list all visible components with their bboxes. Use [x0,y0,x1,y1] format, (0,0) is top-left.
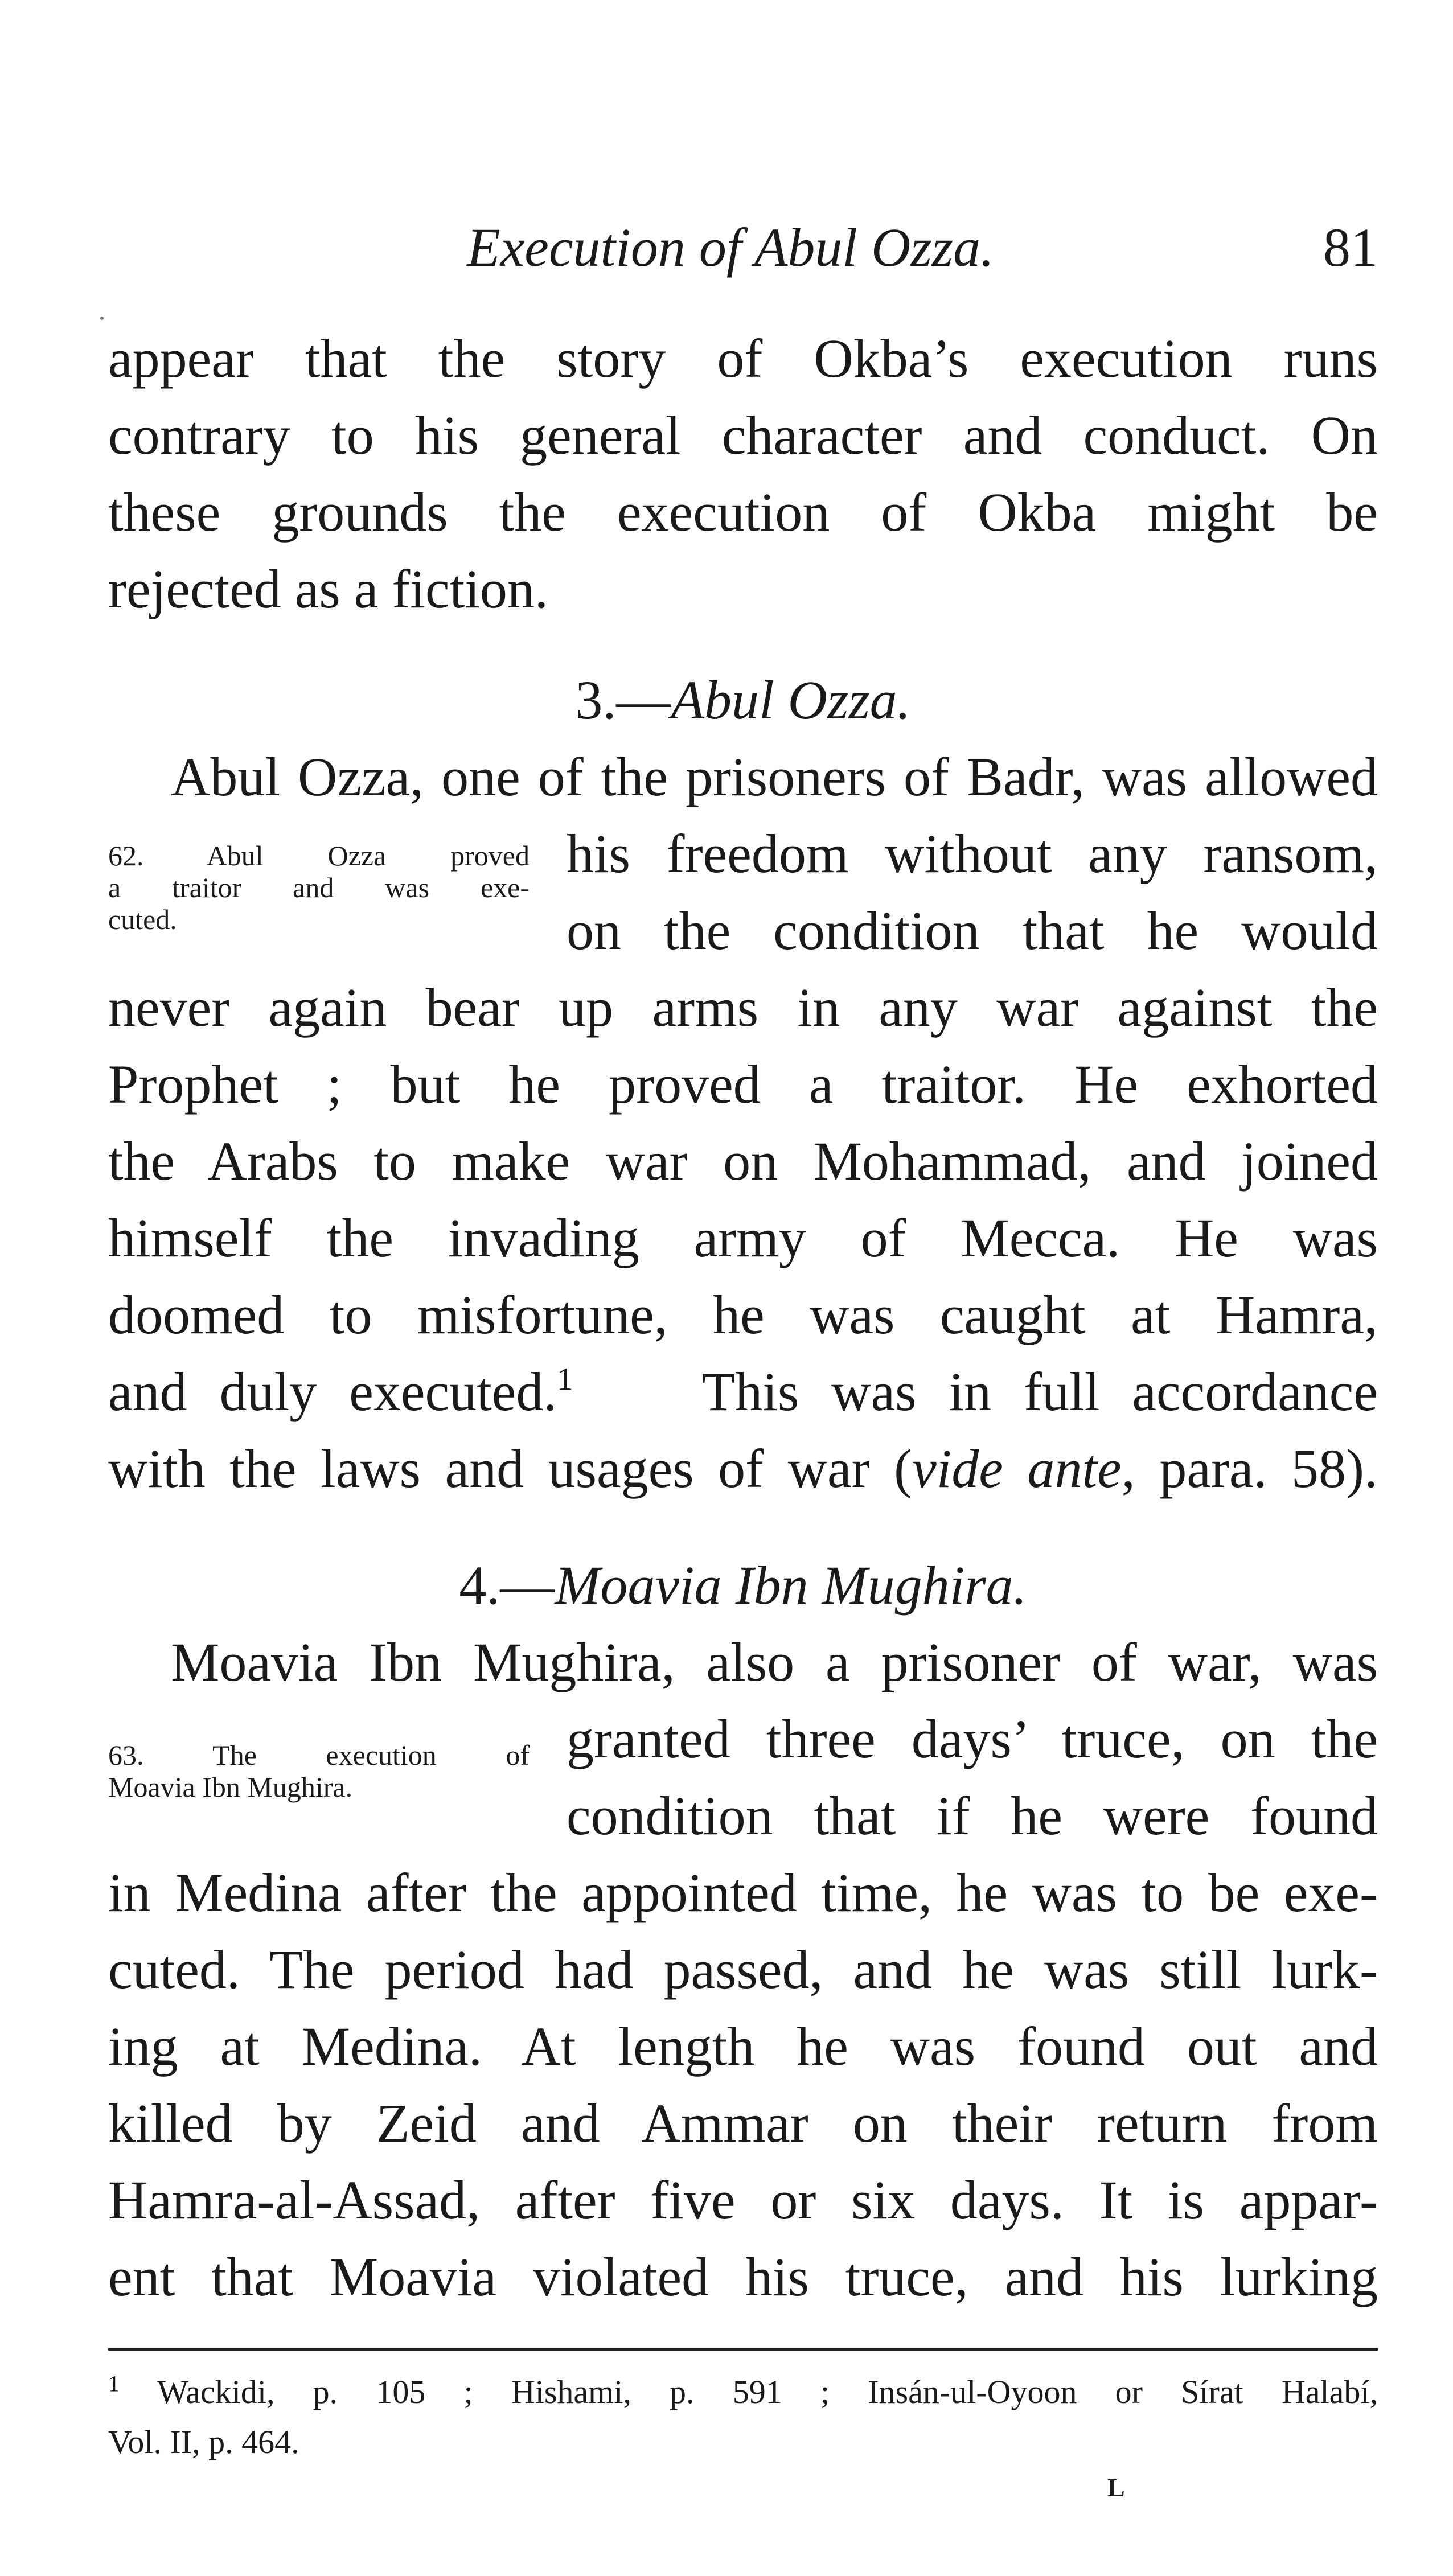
section-number: 3.— [575,669,671,730]
body-line: Moavia Ibn Mughira, also a prisoner of war, was [171,1632,1378,1692]
footnote-rule [108,2348,1378,2351]
latin-phrase: vide ante [912,1438,1122,1499]
section-number: 4.— [459,1555,555,1616]
sidenote-line: cuted. [108,903,177,935]
running-head [108,216,1378,279]
sidenote-line: Moavia Ibn Mughira. [108,1771,353,1803]
body-text: with the laws and usages of war ( [108,1438,913,1499]
marginal-note-63 [108,1739,530,1803]
body-line: cuted. The period had passed, and he was still lurk- [108,1939,1378,2000]
section-heading-3 [108,666,1378,734]
body-text: This was in full accordance [701,1361,1378,1422]
body-line: on the condition that he would [567,900,1378,961]
body-line: contrary to his general character and conduct. On [108,405,1378,466]
footnote-line [108,2367,1378,2417]
body-line [108,1435,1378,1503]
sidenote-line: a traitor and was exe- [108,872,530,903]
section-title: Moavia Ibn Mughira. [555,1555,1027,1616]
sidenote-line: 62. Abul Ozza proved [108,840,530,872]
marginal-note-62 [108,840,530,935]
body-text: , para. 58). [1121,1438,1378,1499]
body-line: never again bear up arms in any war against the [108,977,1378,1038]
body-line: condition that if he were found [567,1785,1378,1846]
body-line: the Arabs to make war on Mohammad, and joined [108,1131,1378,1192]
body-line: ent that Moavia violated his truce, and his lurking [108,2246,1378,2307]
body-line: rejected as a fiction. [108,558,548,619]
footnote-reference: 1 [557,1362,573,1397]
body-line: appear that the story of Okba’s execution runs [108,328,1378,389]
body-line [108,1358,1378,1426]
body-text: and duly executed. [108,1361,557,1422]
section-title: Abul Ozza. [671,669,911,730]
page-number: 81 [1323,217,1378,278]
body-line: himself the invading army of Mecca. He was [108,1207,1378,1268]
section-heading-4 [108,1551,1378,1620]
body-line: killed by Zeid and Ammar on their return from [108,2093,1378,2154]
footnote-line: Vol. II, p. 464. [108,2423,299,2460]
footnote-text: Wackidi, p. 105 ; Hishami, p. 591 ; Insán-ul-Oyoon or Sírat Halabí, [157,2373,1378,2410]
body-line: granted three days’ truce, on the [567,1708,1378,1769]
ink-speck [100,317,104,320]
body-line: these grounds the execution of Okba might be [108,482,1378,543]
sidenote-line: 63. The execution of [108,1739,530,1771]
body-line: his freedom without any ransom, [567,823,1378,884]
body-line: ing at Medina. At length he was found out and [108,2016,1378,2077]
body-line: in Medina after the appointed time, he was to be exe- [108,1862,1378,1923]
body-line: Prophet ; but he proved a traitor. He exhorted [108,1054,1378,1115]
body-line: Abul Ozza, one of the prisoners of Badr, was allowed [171,746,1378,807]
running-head-title: Execution of Abul Ozza. [467,217,995,278]
body-line: doomed to misfortune, he was caught at Hamra, [108,1284,1378,1345]
body-line: Hamra-al-Assad, after five or six days. It is appar- [108,2170,1378,2230]
signature-mark: L [1107,2473,1125,2502]
footnote-mark: 1 [108,2370,120,2397]
